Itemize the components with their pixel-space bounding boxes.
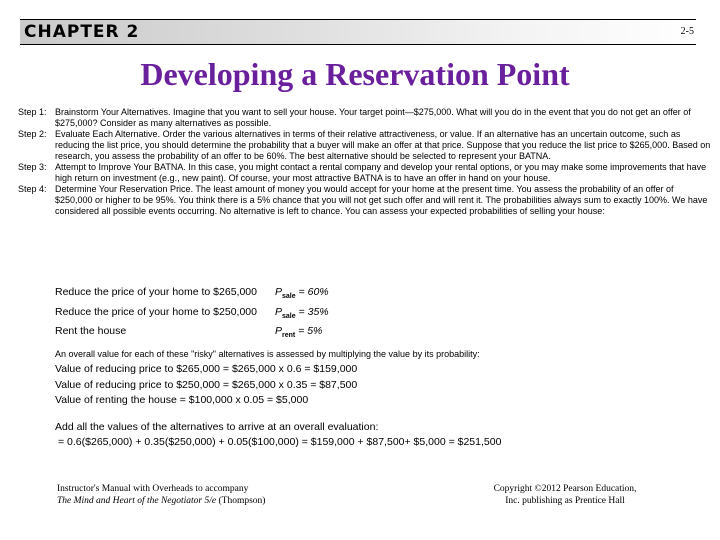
calculation-line: Value of reducing price to $265,000 = $265,000 x 0.6 = $159,000 — [55, 363, 358, 375]
calculations-list — [55, 362, 357, 409]
alternative-probability: $P_{sale} = 60\%$ — [275, 286, 329, 301]
overall-evaluation-equation: = 0.6($265,000) + 0.35($250,000) + 0.05($100,000) = $159,000 + $87,500+ $5,000 = $251,500 — [58, 436, 502, 448]
page-title: Developing a Reservation Point — [140, 56, 570, 92]
alternative-label: Reduce the price of your home to $250,000 — [55, 305, 257, 318]
footer-citation-line2: The Mind and Heart of the Negotiator 5/e (Thompson) — [57, 496, 266, 506]
overall-value-text: An overall value for each of these "risky" alternatives is assessed by multiplying the value by its probability: — [55, 349, 480, 359]
step-3 — [18, 162, 711, 184]
add-values-text: Add all the values of the alternatives to arrive at an overall evaluation: — [55, 421, 379, 433]
alternative-probability: $P_{rent} = 5\%$ — [275, 325, 323, 340]
page-number: 2-5 — [680, 26, 694, 37]
step-label: Step 2: — [18, 129, 47, 139]
alternative-row — [55, 324, 329, 344]
footer-copyright-line2: Inc. publishing as Prentice Hall — [505, 496, 625, 506]
step-label: Step 1: — [18, 107, 47, 117]
alternative-probability: $P_{sale} = 35\%$ — [275, 305, 329, 320]
step-text: Attempt to Improve Your BATNA. In this case, you might contact a rental company and develop your rental options, or you may make some improvements that have high return on investment (e.g., new paint). Of course, your most attractive BATNA is to have an offer in hand on your house. — [55, 162, 707, 183]
alternatives-list — [55, 285, 329, 344]
step-2 — [18, 129, 711, 162]
steps-list — [18, 107, 711, 217]
step-text: Brainstorm Your Alternatives. Imagine that you want to sell your house. Your target point—$275,000. What will you do in the event that you do not get an offer of $275,000? Consider as many alternatives as possible. — [55, 107, 691, 128]
chapter-label: CHAPTER 2 — [24, 22, 140, 42]
footer-copyright — [470, 483, 660, 507]
alternative-row — [55, 305, 329, 325]
alternative-row — [55, 285, 329, 305]
step-text: Determine Your Reservation Price. The least amount of money you would accept for your home at the present time. You assess the probability of an offer of $250,000 or higher to be 95%. You think there is a 5% chance that you will not get such offer and will rent it. The probabilities always sum to exactly 100%. We have considered all possible events occurring. No alternative is left to chance. You can assess your expected probabilities of selling your house: — [55, 184, 708, 216]
step-label: Step 3: — [18, 162, 47, 172]
calculation-line: Value of renting the house = $100,000 x 0.05 = $5,000 — [55, 394, 309, 406]
alternative-label: Rent the house — [55, 325, 127, 338]
footer-citation-line1: Instructor's Manual with Overheads to accompany — [57, 484, 249, 494]
calculation-line: Value of reducing price to $250,000 = $265,000 x 0.35 = $87,500 — [55, 378, 358, 391]
chapter-header-bar — [20, 19, 696, 45]
footer-copyright-line1: Copyright ©2012 Pearson Education, — [493, 484, 637, 494]
step-1 — [18, 107, 711, 129]
alternative-label: Reduce the price of your home to $265,000 — [55, 286, 257, 298]
step-text: Evaluate Each Alternative. Order the various alternatives in terms of their relative attractiveness, or value. If an alternative has an uncertain outcome, such as reducing the list price, you should determine the probability that a buyer will make an offer at that price. Suppose that you reduce the list price to $265,000. Based on research, you assess the probability of an offer to be 60%. The best alternative should be selected to represent your BATNA. — [55, 129, 711, 161]
footer-citation — [57, 483, 265, 507]
step-label: Step 4: — [18, 184, 47, 194]
step-4 — [18, 184, 711, 217]
